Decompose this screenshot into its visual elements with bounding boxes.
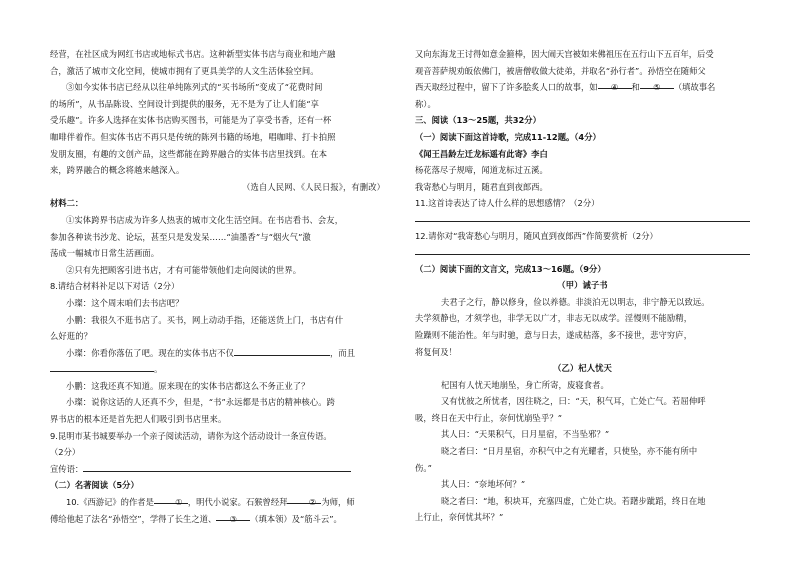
passage-line: 吸，终日在天中行止，奈何忧崩坠乎？” bbox=[415, 412, 563, 423]
passage-line: 伤。” bbox=[415, 462, 432, 473]
passage-line: 夫君子之行，静以修身，俭以养德。非淡泊无以明志，非宁静无以致远。 bbox=[441, 296, 710, 307]
question-9-score: （2分） bbox=[50, 447, 81, 458]
dialogue-line bbox=[50, 345, 385, 362]
question-text: （填本领）及“筋斗云”。 bbox=[250, 513, 342, 524]
passage-line: 将复何及！ bbox=[415, 346, 457, 357]
passage-line: 又有忧彼之所忧者，因往晓之，曰：“天，积气耳，亡处亡气。若屈伸呼 bbox=[441, 396, 706, 407]
blank-5[interactable]: ⑤ bbox=[640, 79, 674, 89]
slogan-blank[interactable] bbox=[83, 462, 351, 472]
dialogue-text: ，而且 bbox=[329, 347, 356, 358]
text-line: ①实体跨界书店成为许多人热衷的城市文化生活空间。在书店看书、会友， bbox=[66, 214, 344, 225]
dialogue-line: 小璨：这个周末咱们去书店吧？ bbox=[66, 297, 184, 308]
passage-line: 杞国有人忧天地崩坠，身亡所寄，废寝食者。 bbox=[441, 379, 609, 390]
material-label: 材料二： bbox=[50, 198, 84, 209]
question-10-line bbox=[50, 494, 385, 511]
question-text: 为师，师 bbox=[321, 497, 355, 508]
dialogue-line: 小鹏：我很久不逛书店了。买书，网上动动手指，还能送货上门，书店有什 bbox=[66, 314, 344, 325]
text-line: 称）。 bbox=[415, 98, 436, 109]
dialogue-text: 。 bbox=[154, 364, 163, 375]
passage-title: （甲）诫子书 bbox=[557, 280, 608, 291]
right-column bbox=[415, 46, 750, 526]
section-heading: （二）名著阅读（5分） bbox=[50, 480, 139, 491]
slogan-line bbox=[50, 461, 385, 478]
text-line: ③如今实体书店已经从以往单纯陈列式的“买书场所”变成了“花费时间 bbox=[66, 82, 323, 93]
question-8: 8.请结合材料补足以下对话（2分） bbox=[50, 281, 180, 292]
text-line: 又向东海龙王讨得如意金箍棒，因大闹天宫被如来佛祖压在五行山下五百年，后受 bbox=[415, 49, 714, 59]
passage-line: 夫学须静也，才须学也，非学无以广才，非志无以成学。淫慢则不能励精， bbox=[415, 313, 693, 324]
answer-blank[interactable] bbox=[50, 362, 154, 372]
text-line: 观音菩萨规劝皈依佛门，被唐僧收做大徒弟，并取名“孙行者”。孙悟空在随师父 bbox=[415, 65, 706, 76]
blank-3[interactable]: ③ bbox=[216, 511, 250, 521]
question-text: （填故事名 bbox=[673, 82, 716, 93]
passage-line: 其人曰：“天果积气，日月星宿，不当坠邪？” bbox=[441, 429, 610, 440]
question-10-line bbox=[50, 511, 385, 528]
left-column bbox=[50, 46, 385, 527]
dialogue-line: 小鹏：这我还真不知道。原来现在的实体书店都这么不务正业了？ bbox=[66, 380, 310, 391]
answer-blank[interactable] bbox=[234, 346, 330, 356]
passage-line: 其人曰：“奈地坏何？” bbox=[441, 479, 526, 490]
subsection-heading: （一）阅读下面这首诗歌，完成11-12题。（4分） bbox=[415, 131, 601, 142]
blank-1[interactable]: ① bbox=[154, 494, 188, 504]
text-line: 荡成一幅城市日常生活画面。 bbox=[50, 248, 160, 259]
question-text: 傅给他起了法名“孙悟空”，学得了长生之道、 bbox=[50, 513, 217, 524]
dialogue-line: 界书店的根本还是首先把人们吸引到书店里来。 bbox=[50, 414, 227, 425]
dialogue-line: 小璨：说你这话的人还真不少，但是，“书”永远都是书店的精神核心。跨 bbox=[66, 397, 335, 408]
text-line: 受乐趣”。许多人选择在实体书店购买图书，可能是为了享受书香，还有一杯 bbox=[50, 115, 332, 126]
question-11: 11.这首诗表达了诗人什么样的思想感情？（2分） bbox=[415, 198, 600, 209]
text-line: 参加各种读书沙龙、论坛，甚至只是发发呆……“油墨香”与“烟火气”激 bbox=[50, 231, 311, 242]
text-line: 的场所”，从书品陈设、空间设计到提供的服务，无不是为了让人们能“享 bbox=[50, 98, 319, 109]
poem-title: 《闻王昌龄左迁龙标遥有此寄》李白 bbox=[415, 148, 548, 159]
section-heading: 三、阅读（13～25题，共32分） bbox=[415, 115, 541, 126]
question-text: ，明代小说家。石猴曾经拜 bbox=[187, 497, 288, 508]
source-citation: （选自人民网、《人民日报》，有删改） bbox=[242, 181, 385, 192]
question-text: 10.《西游记》的作者是 bbox=[66, 497, 154, 508]
slogan-label: 宣传语： bbox=[50, 463, 84, 474]
passage-line: 险躁则不能治性。年与时驰，意与日去，遂成枯落，多不接世，悲守穷庐， bbox=[415, 329, 693, 340]
question-12: 12.请你对“我寄愁心与明月，随风直到夜郎西”作简要赏析（2分） bbox=[415, 230, 658, 241]
blank-4[interactable]: ④ bbox=[598, 79, 632, 89]
blank-2[interactable]: ② bbox=[287, 494, 321, 504]
text-line: 咖啡伴着作。但实体书店不再只是传统的陈列书籍的场地，唱咖啡、打卡拍照 bbox=[50, 131, 336, 142]
text-line: 来，跨界融合的概念将越来越深入。 bbox=[50, 165, 185, 176]
dialogue-text: 小璨：你看你落伍了吧。现在的实体书店不仅 bbox=[66, 347, 234, 358]
text-line: 合，激活了城市文化空间，使城市拥有了更具美学的人文生活体验空间。 bbox=[50, 65, 319, 76]
poem-line: 我寄愁心与明月，随君直到夜郎西。 bbox=[415, 181, 548, 192]
question-text: 西天取经过程中，留下了许多脍炙人口的故事，如 bbox=[415, 82, 598, 93]
text-line bbox=[415, 79, 750, 96]
question-9: 9.昆明市某书城要举办一个亲子阅读活动，请你为这个活动设计一条宣传语。 bbox=[50, 430, 332, 441]
answer-line[interactable] bbox=[415, 221, 750, 222]
subsection-heading: （二）阅读下面的文言文，完成13～16题。（9分） bbox=[415, 263, 606, 274]
passage-title: （乙）杞人忧天 bbox=[553, 363, 612, 374]
answer-line[interactable] bbox=[415, 254, 750, 255]
question-text: 和 bbox=[631, 82, 640, 93]
passage-line: 晓之者曰：“日月星宿，亦积气中之有光耀者，只使坠，亦不能有所中 bbox=[441, 446, 698, 457]
dialogue-line: 么好逛的？ bbox=[50, 331, 92, 342]
passage-line: 晓之者曰：“地，积块耳，充塞四虚，亡处亡块。若躇步跐蹈，终日在地 bbox=[441, 495, 706, 506]
poem-line: 杨花落尽子规啼，闻道龙标过五溪。 bbox=[415, 165, 548, 176]
passage-line: 上行止，奈何忧其坏？” bbox=[415, 512, 504, 523]
text-line: ②只有先把顾客引进书店，才有可能带领他们走向阅读的世界。 bbox=[66, 264, 302, 275]
dialogue-line bbox=[50, 361, 385, 378]
text-line: 发朋友圈，有趣的文创产品，这些都能在跨界融合的实体书店里找到。在本 bbox=[50, 148, 328, 159]
text-line: 经营，在社区成为网红书店或地标式书店。这种新型实体书店与商业和地产融 bbox=[50, 49, 336, 59]
